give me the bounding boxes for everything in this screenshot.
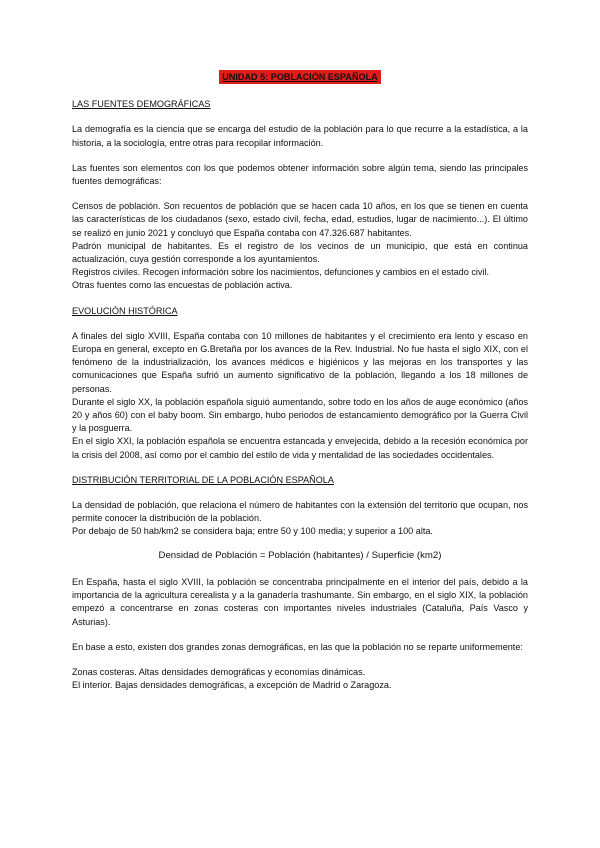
heading-evolucion: EVOLUCIÓN HISTÓRICA: [72, 305, 178, 316]
paragraph: En base a esto, existen dos grandes zonas demográficas, en las que la población no se reparte uniformemente:: [72, 641, 523, 652]
paragraph-padron: Padrón municipal de habitantes. Es el registro de los vecinos de un municipio, que está en continua actualización, cuya gestión corresponde a los ayuntamientos.: [72, 240, 528, 265]
paragraph: En España, hasta el siglo XVIII, la población se concentraba principalmente en el interior del país, debido a la importancia de la agricultura cerealista y a la ganadería trashumante. Sin embargo, en el siglo XIX, la población empezó a concentrarse en zonas costeras con importantes niveles industriales (Cataluña, País Vasco y Asturias).: [72, 576, 528, 627]
paragraph: La demografía es la ciencia que se encarga del estudio de la población para lo que recurre a la estadística, a la historia, a la sociología, entre otras para recopilar información.: [72, 124, 528, 148]
paragraph-otras: Otras fuentes como las encuestas de población activa.: [72, 280, 293, 291]
paragraph: A finales del siglo XVIII, España contaba con 10 millones de habitantes y el crecimiento era lento y escaso en Europa en general, excepto en G.Bretaña por los avances de la Rev. Industrial. No fue hasta el siglo XIX, con el fenómeno de la industrialización, los avances médicos e higiénicos y las mejoras en los transportes y las comunicaciones que España sufrió un aumento significativo de la población, llegando a los 18 millones de personas.: [72, 330, 528, 394]
paragraph-interior: El interior. Bajas densidades demográficas, a excepción de Madrid o Zaragoza.: [72, 680, 392, 691]
paragraph: Durante el siglo XX, la población española siguió aumentando, sobre todo en los años de auge económico (años 20 y años 60) con el baby boom. Sin embargo, hubo periodos de estancamiento demográfico por la Guerra Civil y la posguerra.: [72, 396, 528, 434]
unit-title: UNIDAD 5: POBLACIÓN ESPAÑOLA: [219, 70, 380, 84]
paragraph: Las fuentes son elementos con los que podemos obtener información sobre algún tema, siendo las principales fuentes demográficas:: [72, 162, 528, 187]
paragraph: La densidad de población, que relaciona el número de habitantes con la extensión del territorio que ocupan, nos permite conocer la distribución de la población.: [72, 500, 528, 524]
paragraph-registros: Registros civiles. Recogen información sobre los nacimientos, defunciones y cambios en el estado civil.: [72, 267, 489, 278]
heading-distribucion: DISTRIBUCIÓN TERRITORIAL DE LA POBLACIÓN ESPAÑOLA: [72, 474, 334, 485]
paragraph-censos: Censos de población. Son recuentos de población que se hacen cada 10 años, en los que se tienen en cuenta las características de los ciudadanos (sexo, estado civil, fecha, edad, estudios, lugar de nacimiento...). El último se realizó en junio 2021 y concluyó que España contaba con 47.326.687 habitantes.: [72, 201, 528, 238]
heading-fuentes: LAS FUENTES DEMOGRÁFICAS: [72, 99, 211, 110]
paragraph: Por debajo de 50 hab/km2 se considera baja; entre 50 y 100 media; y superior a 100 alta.: [72, 526, 433, 537]
density-formula: Densidad de Población = Población (habitantes) / Superficie (km2): [158, 549, 442, 561]
paragraph: En el siglo XXI, la población española se encuentra estancada y envejecida, debido a la recesión económica por la crisis del 2008, así como por el cambio del estilo de vida y mentalidad de las sociedades occidentales.: [72, 436, 528, 460]
title-wrap: [72, 70, 528, 84]
paragraph-costeras: Zonas costeras. Altas densidades demográficas y economías dinámicas.: [72, 666, 366, 677]
